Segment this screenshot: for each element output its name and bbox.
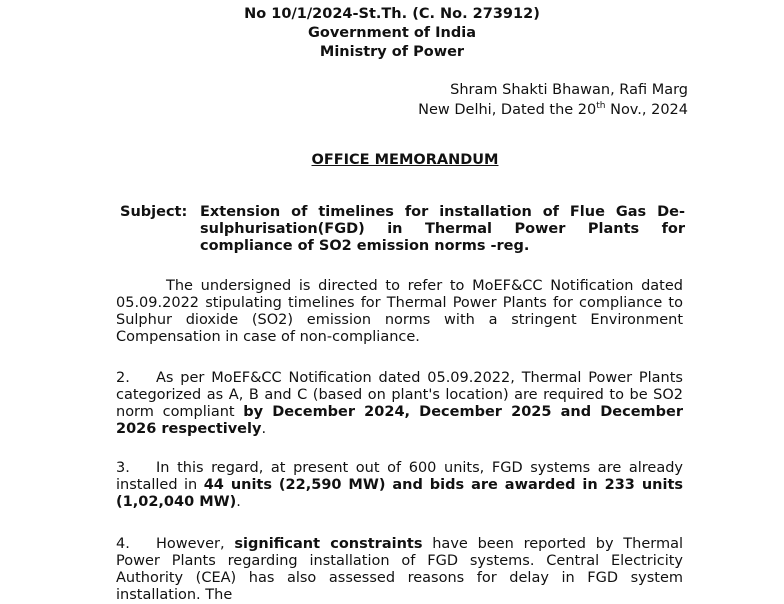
paragraph-4 (116, 536, 683, 604)
paragraph-number: 4. (116, 536, 130, 552)
paragraph-bold-text: 44 units (22,590 MW) and bids are awarded in 233 units (1,02,040 MW) (116, 477, 683, 510)
paragraph-number: 3. (116, 460, 130, 476)
paragraph-text: As per MoEF&CC Notification dated 05.09.2022, Thermal Power Plants categorized as A, B and C (based on plant's location) are required to be SO2 norm compliant (116, 370, 683, 420)
paragraph-3 (116, 460, 683, 511)
paragraph-text: have been reported by Thermal Power Plants regarding installation of FGD systems. Central Electricity Authority (CEA) has also assessed reasons for delay in FGD system installation. The (116, 536, 683, 603)
subject-text: Extension of timelines for installation of Flue Gas De-sulphurisation(FGD) in Thermal Power Plants for compliance of SO2 emission norms -reg. (200, 204, 685, 254)
paragraph-text: . (236, 494, 241, 510)
ministry-heading: Ministry of Power (319, 44, 465, 60)
date-superscript: th (596, 101, 606, 111)
date-prefix: New Delhi, Dated the 20 (418, 101, 597, 118)
government-heading: Government of India (307, 25, 477, 41)
paragraph-text: In this regard, at present out of 600 units, FGD systems are already installed in (116, 460, 683, 493)
date-suffix: Nov., 2024 (605, 101, 688, 118)
address-line: Shram Shakti Bhawan, Rafi Marg (450, 82, 688, 98)
memo-title: OFFICE MEMORANDUM (311, 152, 499, 168)
paragraph-bold-text: significant constraints (234, 536, 423, 552)
paragraph-text: . (261, 421, 267, 437)
paragraph-1: The undersigned is directed to refer to MoEF&CC Notification dated 05.09.2022 stipulating timelines for Thermal Power Plants for compliance to Sulphur dioxide (SO2) emission norms with a stringent Environment Compensation in case of non-compliance. (116, 278, 683, 345)
reference-number: No 10/1/2024-St.Th. (C. No. 273912) (244, 6, 540, 22)
paragraph-2 (116, 370, 683, 438)
paragraph-number: 2. (116, 370, 130, 386)
paragraph-text: However, (156, 536, 235, 552)
subject-block (120, 204, 685, 255)
subject-label: Subject: (120, 204, 188, 220)
date-line (418, 101, 688, 118)
paragraph-bold-text: by December 2024, December 2025 and December 2026 respectively (116, 404, 683, 437)
